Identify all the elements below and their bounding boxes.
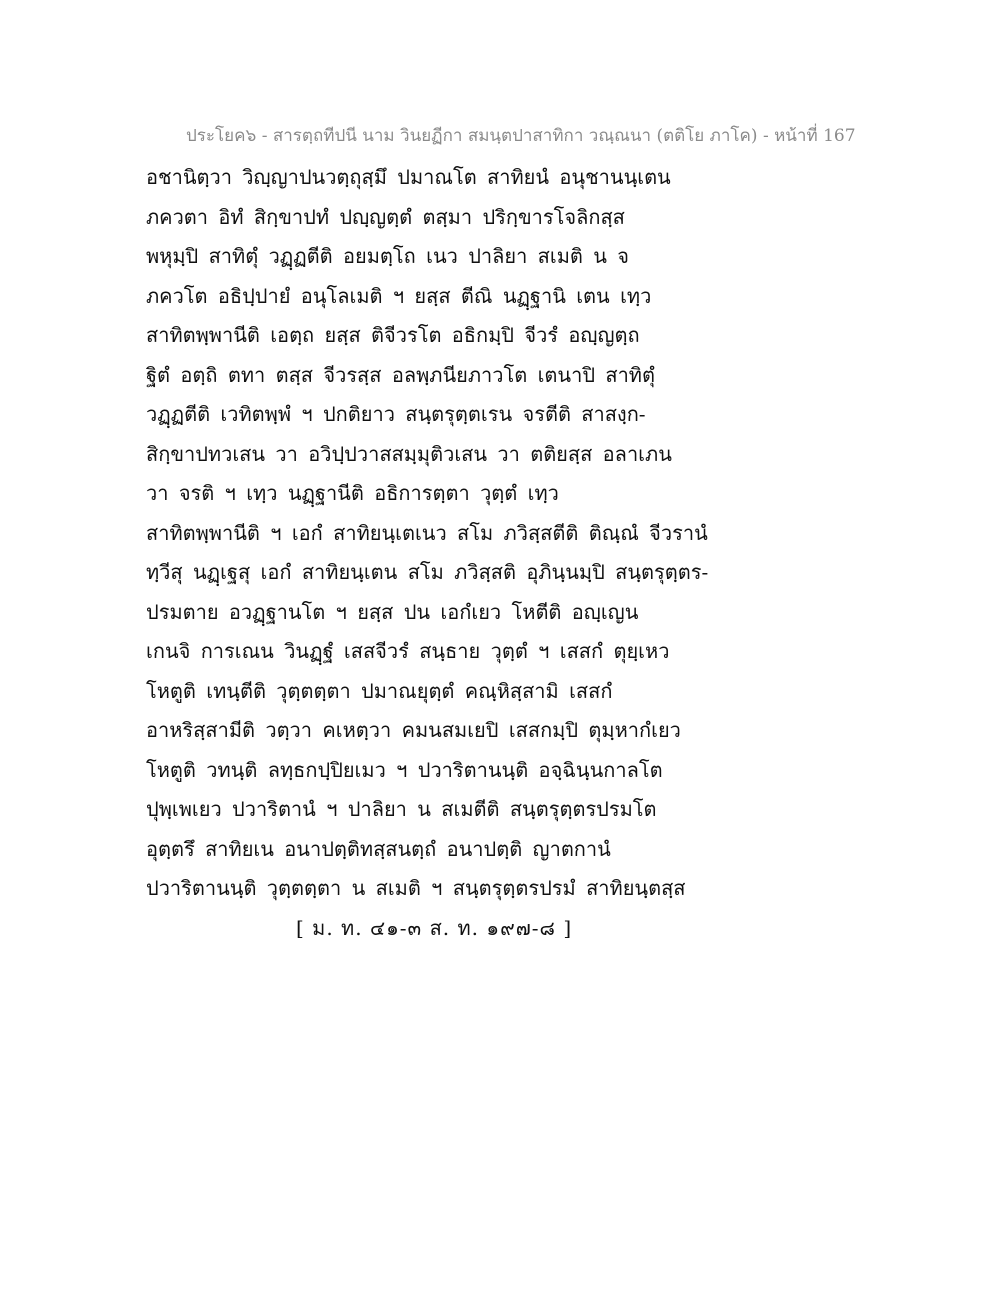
page-header: ประโยค๖ - สารตฺถทีปนี นาม วินยฏีกา สมนฺตปาสาทิกา วณฺณนา (ตติโย ภาโค) - หน้าที่ 167 [186,126,856,146]
text-line: ปุพฺเพเยว ปวาริตานํ ฯ ปาลิยา น สเมตีติ สนฺตรุตฺตรปรมโต [146,797,657,821]
text-line: ภควโต อธิปฺปายํ อนุโลเมติ ฯ ยสฺส ตีณิ นฏฺฐานิ เตน เทฺว [146,283,652,308]
source-reference: [ ม. ท. ๔๑-๓ ส. ท. ๑๙๗-๘ ] [296,916,573,940]
body-text [146,158,766,909]
text-line: โหตูติ เทนฺตีติ วุตฺตตฺตา ปมาณยุตฺตํ คณฺหิสฺสามิ เสสกํ [146,678,613,703]
text-line: วฏฺฏตีติ เวทิตพฺพํ ฯ ปกติยาว สนฺตรุตฺตเรน จรตีติ สาสงฺก- [146,402,646,426]
text-line: อาหริสฺสามีติ วตฺวา คเหตฺวา คมนสมเยปิ เสสกมฺปิ ตุมฺหากํเยว [146,718,681,742]
text-line: พหุมฺปิ สาทิตุํ วฏฺฏตีติ อยมตฺโถ เนว ปาลิยา สเมติ น จ [146,244,630,268]
text-line: ฐิตํ อตฺถิ ตทา ตสฺส จีวรสฺส อลพฺภนียภาวโต เตนาปิ สาทิตุํ [146,362,655,387]
text-line: วา จรติ ฯ เทฺว นฏฺฐานีติ อธิการตฺตา วุตฺตํ เทฺว [146,481,559,505]
text-line: สิกฺขาปทวเสน วา อวิปฺปวาสสมฺมุติวเสน วา ตติยสฺส อลาเภน [146,441,672,466]
text-line: อชานิตฺวา วิญฺญาปนวตฺถุสฺมึ ปมาณโต สาทิยนํ อนุชานนฺเตน [146,165,671,189]
text-line: ปรมตาย อวฏฺฐานโต ฯ ยสฺส ปน เอกํเยว โหตีติ อญฺเญน [146,599,639,624]
text-line: เกนจิ การเณน วินฏฺฐํ เสสจีวรํ สนฺธาย วุตฺตํ ฯ เสสกํ ตุยฺเหว [146,639,670,663]
text-line: สาทิตพฺพานีติ เอตฺถ ยสฺส ติจีวรโต อธิกมฺปิ จีวรํ อญฺญตฺถ [146,323,640,347]
text-line: โหตูติ วทนฺติ ลทฺธกปฺปิยเมว ฯ ปวาริตานนฺติ อจฺฉินฺนกาลโต [146,757,663,782]
text-line: ภควตา อิทํ สิกฺขาปทํ ปญฺญตฺตํ ตสฺมา ปริกฺขารโจลิกสฺส [146,204,625,229]
text-line: อุตฺตรึ สาทิยเน อนาปตฺติทสฺสนตฺถํ อนาปตฺติ ญาตกานํ [146,836,611,861]
text-line: ปวาริตานนฺติ วุตฺตตฺตา น สเมติ ฯ สนฺตรุตฺตรปรมํ สาทิยนฺตสฺส [146,876,686,900]
text-line: ทฺวีสุ นฏฺเฐสุ เอกํ สาทิยนฺเตน สโม ภวิสฺสติ อุภินฺนมฺปิ สนฺตรุตฺตร- [146,560,709,584]
text-line: สาทิตพฺพานีติ ฯ เอกํ สาทิยนฺเตเนว สโม ภวิสฺสตีติ ติณฺณํ จีวรานํ [146,520,708,545]
